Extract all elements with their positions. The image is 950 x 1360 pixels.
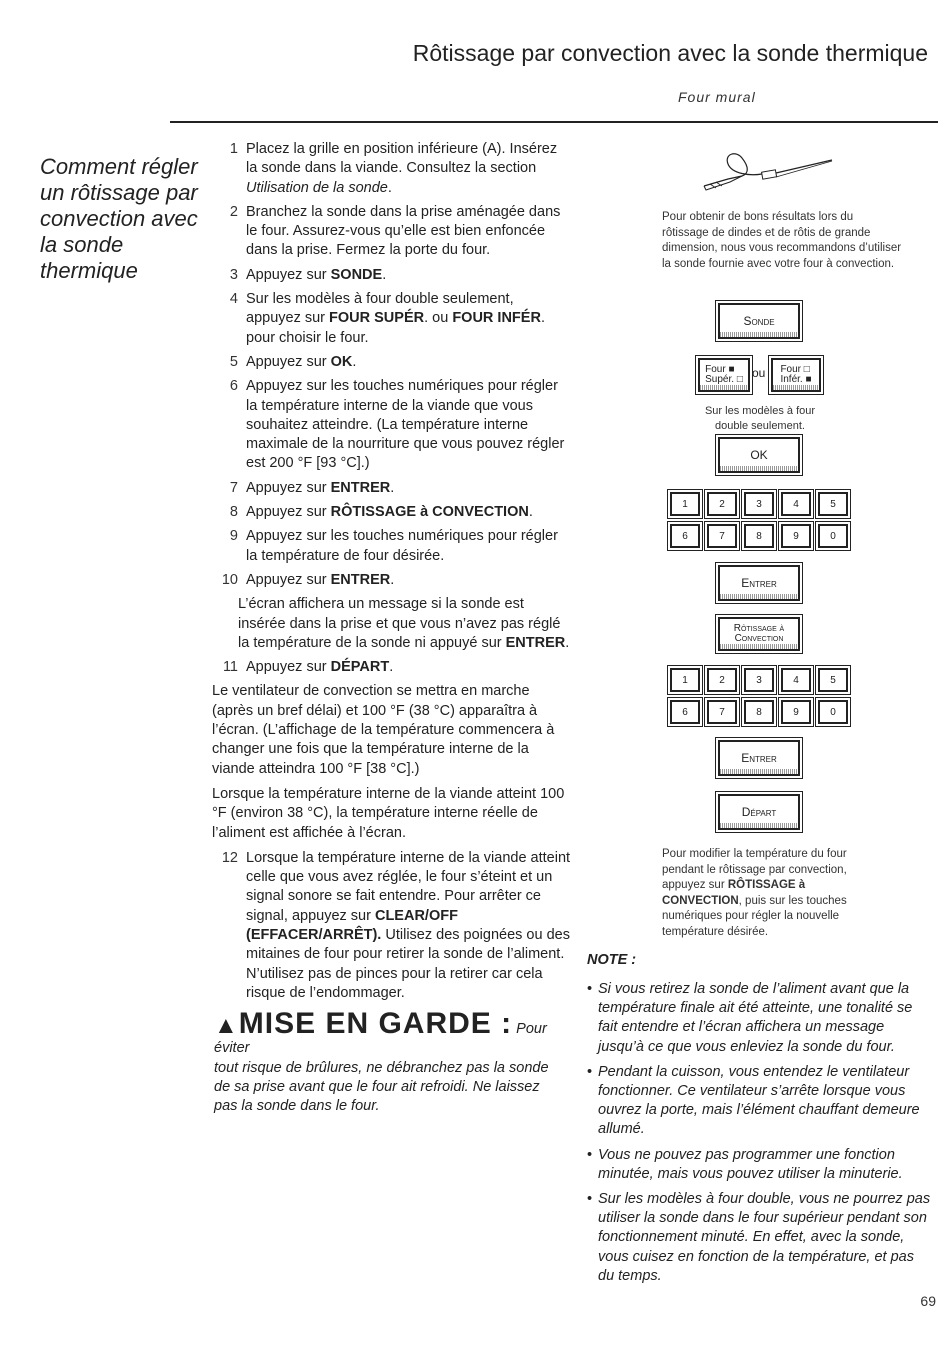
steps-list xyxy=(212,140,572,590)
step-item xyxy=(212,290,572,348)
text-run: . ou xyxy=(424,310,453,327)
note-text: Sur les modèles à four double, vous ne pourrez pas utiliser la sonde dans le four supérieur pendant son fonctionnement minuté. En effet, avec la sonde, vous cuisez en fonction de la température, et pas du temps. xyxy=(598,1191,931,1284)
step-number: 7 xyxy=(229,479,238,496)
bold-text: ENTRER xyxy=(330,571,391,588)
digit-key-3[interactable]: 3 xyxy=(744,668,774,692)
digit-key-0[interactable]: 0 xyxy=(818,700,848,724)
digit-key-5[interactable]: 5 xyxy=(818,492,848,516)
temperature-probe-icon xyxy=(698,146,834,198)
text-run: Sur les modèles à four double seulement, appuyez sur xyxy=(246,291,514,327)
caution-text: tout risque de brûlures, ne débranchez pas la sonde de sa prise avant que le four ait refroidi. Ne laissez pas la sonde dans le four. xyxy=(214,1059,549,1115)
bold-text: OK xyxy=(330,353,353,370)
text-run: Pour modifier la température du four pendant le rôtissage par convection, appuyez sur xyxy=(662,848,847,892)
bullet-icon: • xyxy=(587,1191,593,1208)
digit-key-2[interactable]: 2 xyxy=(707,668,737,692)
step-text xyxy=(246,377,572,473)
modify-caption xyxy=(662,847,872,941)
note-label: NOTE : xyxy=(587,952,637,968)
filled-square-icon: ■ xyxy=(728,364,735,375)
text-run: . xyxy=(390,571,395,588)
empty-square-icon: □ xyxy=(736,374,743,385)
step-text xyxy=(246,571,572,590)
page-number: 69 xyxy=(920,1293,936,1309)
text-run: , puis sur les touches numériques pour régler la nouvelle température désirée. xyxy=(662,894,847,938)
digit-key-0[interactable]: 0 xyxy=(818,524,848,548)
caution-lead: Pour éviter xyxy=(214,1021,547,1057)
step-text xyxy=(246,353,572,372)
probe-caption: Pour obtenir de bons résultats lors du rôtissage de dindes et de rôtis de grande dimension, nous vous recommandons d’utiliser la sonde fournie avec votre four à convection. xyxy=(662,211,902,270)
step-text xyxy=(246,266,572,285)
four-super-label xyxy=(705,365,743,385)
header-rule xyxy=(170,121,938,123)
digit-key-3[interactable]: 3 xyxy=(744,492,774,516)
step-item xyxy=(212,527,572,566)
step-number: 12 xyxy=(221,849,238,866)
text-run: . xyxy=(389,659,394,676)
rotissage-line2: Convection xyxy=(734,633,784,644)
step-text xyxy=(246,503,572,522)
step-number: 10 xyxy=(221,571,238,588)
step-number: 6 xyxy=(229,378,238,395)
step-item xyxy=(212,266,572,285)
digit-key-9[interactable]: 9 xyxy=(781,700,811,724)
notes-list xyxy=(587,980,932,1292)
ok-key[interactable]: OK xyxy=(718,437,800,473)
note-text: Vous ne pouvez pas programmer une fonction minutée, mais vous pouvez utiliser la minuterie. xyxy=(598,1146,903,1182)
warning-icon: ▲ xyxy=(214,1012,239,1039)
digit-key-4[interactable]: 4 xyxy=(781,492,811,516)
step-item xyxy=(212,479,572,498)
text-run: . xyxy=(352,353,357,370)
page-title: Rôtissage par convection avec la sonde thermique xyxy=(412,40,928,66)
step-item xyxy=(212,571,572,590)
text-run: Appuyez sur xyxy=(246,479,331,496)
text-run: Branchez la sonde dans la prise aménagée dans le four. Assurez-vous qu’elle est bien enfoncée dans la prise. Fermez la porte du four. xyxy=(246,203,561,259)
step-item xyxy=(212,503,572,522)
bold-text: CLEAR/OFF (EFFACER/ARRÊT). xyxy=(246,907,458,943)
four-infer-label xyxy=(780,365,811,385)
text-run: Placez la grille en position inférieure (A). Insérez la sonde dans la viande. Consultez la section xyxy=(246,141,558,177)
digit-key-6[interactable]: 6 xyxy=(670,524,700,548)
note-item xyxy=(587,1146,932,1184)
text-run: Utilisez des poignées ou des mitaines de four pour retirer la sonde de l’aliment. N’utilisez pas de pinces pour la retirer car cela risque de l’endommager. xyxy=(246,926,570,1001)
text-run: . xyxy=(390,479,395,496)
step-text xyxy=(246,203,572,261)
step-item xyxy=(212,658,572,677)
or-label: ou xyxy=(752,366,766,380)
filled-square-icon: ■ xyxy=(805,374,812,385)
text-run: . xyxy=(565,634,570,651)
step-number: 5 xyxy=(229,353,238,370)
four-super-line1: Four xyxy=(705,364,726,375)
step-item xyxy=(212,203,572,261)
text-run: Appuyez sur xyxy=(246,571,331,588)
bullet-icon: • xyxy=(587,1146,593,1163)
text-run: Lorsque la température interne de la viande atteint celle que vous avez réglée, le four s’éteint et un signal sonore se fait entendre. Pour arrêter ce signal, appuyez sur xyxy=(246,849,571,924)
caution-heading xyxy=(214,1007,512,1040)
step-item xyxy=(212,849,572,1003)
digit-key-7[interactable]: 7 xyxy=(707,700,737,724)
caution-label: MISE EN GARDE xyxy=(238,1007,492,1040)
italic-text: Utilisation de la sonde xyxy=(246,179,388,196)
step-number: 8 xyxy=(229,504,238,521)
bold-text: RÔTISSAGE à CONVECTION xyxy=(330,504,529,521)
four-super-line2: Supér. xyxy=(705,374,735,385)
step-number: 3 xyxy=(229,266,238,283)
bold-text: RÔTISSAGE à CONVECTION xyxy=(662,879,806,907)
bold-text: FOUR SUPÉR xyxy=(329,310,425,327)
side-heading: Comment régler un rôtissage par convection avec la sonde thermique xyxy=(40,154,198,283)
caution-block xyxy=(214,1007,564,1116)
digit-key-8[interactable]: 8 xyxy=(744,524,774,548)
digit-key-8[interactable]: 8 xyxy=(744,700,774,724)
paragraph-temperature: Lorsque la température interne de la viande atteint 100 °F (environ 38 °C), la température interne réelle de l’aliment est affichée à l’écran. xyxy=(212,785,565,841)
caution-colon: : xyxy=(501,1007,513,1040)
step-item xyxy=(212,353,572,372)
step-number: 4 xyxy=(229,291,238,308)
text-run: Appuyez sur xyxy=(246,659,331,676)
four-super-key[interactable] xyxy=(698,358,750,392)
steps-column xyxy=(212,140,572,1008)
digit-key-1[interactable]: 1 xyxy=(670,492,700,516)
entrer-key-2[interactable]: Entrer xyxy=(718,740,800,776)
text-run: Appuyez sur les touches numériques pour régler la température de four désirée. xyxy=(246,528,558,564)
rotissage-convection-key[interactable] xyxy=(718,617,800,651)
digit-key-2[interactable]: 2 xyxy=(707,492,737,516)
bullet-icon: • xyxy=(587,981,593,997)
step-text xyxy=(246,527,572,566)
note-item xyxy=(587,1063,932,1140)
step-number: 9 xyxy=(229,528,238,545)
step-text xyxy=(246,290,572,348)
depart-key[interactable]: Départ xyxy=(718,794,800,830)
bold-text: SONDE xyxy=(330,266,383,283)
text-run: . xyxy=(528,504,533,521)
page-subtitle: Four mural xyxy=(678,89,756,105)
digit-key-1[interactable]: 1 xyxy=(670,668,700,692)
text-run: Appuyez sur les touches numériques pour régler la température interne de la viande que vous souhaitez atteindre. (La température interne maximale de la nourriture que vous pouvez régler est 200 °F [93 °C].) xyxy=(246,378,565,472)
digit-key-9[interactable]: 9 xyxy=(781,524,811,548)
bold-text: ENTRER xyxy=(505,634,566,651)
digit-key-4[interactable]: 4 xyxy=(781,668,811,692)
text-run: . pour choisir le four. xyxy=(246,310,545,346)
double-oven-caption: Sur les modèles à four double seulement. xyxy=(704,405,816,432)
four-infer-line1: Four xyxy=(780,364,802,375)
step-number: 1 xyxy=(229,141,238,157)
note-item xyxy=(587,980,932,1057)
sonde-key[interactable]: Sonde xyxy=(718,303,800,339)
paragraph-fan: Le ventilateur de convection se mettra en marche (après un bref délai) et 100 °F (38 °C) apparaîtra à l’écran. (L’affichage de la température commencera à changer une fois que la température interne de la viande atteindra 100 °F [38 °C].) xyxy=(212,683,555,777)
text-run: Appuyez sur xyxy=(246,504,331,521)
note-item xyxy=(587,1190,932,1286)
text-run: Appuyez sur xyxy=(246,353,331,370)
step-text xyxy=(246,479,572,498)
text-run: Appuyez sur xyxy=(246,266,331,283)
empty-square-icon: □ xyxy=(803,364,810,375)
digit-key-7[interactable]: 7 xyxy=(707,524,737,548)
text-run: . xyxy=(382,266,387,283)
four-infer-line2: Infér. xyxy=(780,374,803,385)
bold-text: DÉPART xyxy=(330,659,390,676)
step-text xyxy=(246,658,572,677)
step-number: 11 xyxy=(222,659,238,676)
step-item xyxy=(212,377,572,473)
step-number: 2 xyxy=(229,203,238,220)
note-text: Pendant la cuisson, vous entendez le ventilateur fonctionner. Ce ventilateur s’arrête lorsque vous ouvrez la porte, mais l’élément chauffant demeure allumé. xyxy=(598,1063,920,1138)
rotissage-label xyxy=(734,624,784,644)
step-text xyxy=(246,849,572,1003)
bold-text: ENTRER xyxy=(330,479,391,496)
rotissage-line1: Rôtissage à xyxy=(733,623,785,634)
note-text: Si vous retirez la sonde de l’aliment avant que la température finale ait été atteinte, une tonalité se fait entendre et l’écran affichera un message jusqu’à ce que vous enleviez la sonde du four. xyxy=(598,981,913,1055)
four-infer-key[interactable] xyxy=(771,358,821,392)
entrer-key-1[interactable]: Entrer xyxy=(718,565,800,601)
step-text xyxy=(246,140,572,198)
step-item xyxy=(212,140,572,198)
text-run: L’écran affichera un message si la sonde est insérée dans la prise et que vous n’avez pas réglé la température de la sonde ni appuyé sur xyxy=(238,596,561,651)
digit-key-5[interactable]: 5 xyxy=(818,668,848,692)
bold-text: FOUR INFÉR xyxy=(452,310,541,327)
bullet-icon: • xyxy=(587,1063,593,1080)
digit-key-6[interactable]: 6 xyxy=(670,700,700,724)
step10-note xyxy=(238,595,572,653)
text-run: . xyxy=(387,179,392,196)
